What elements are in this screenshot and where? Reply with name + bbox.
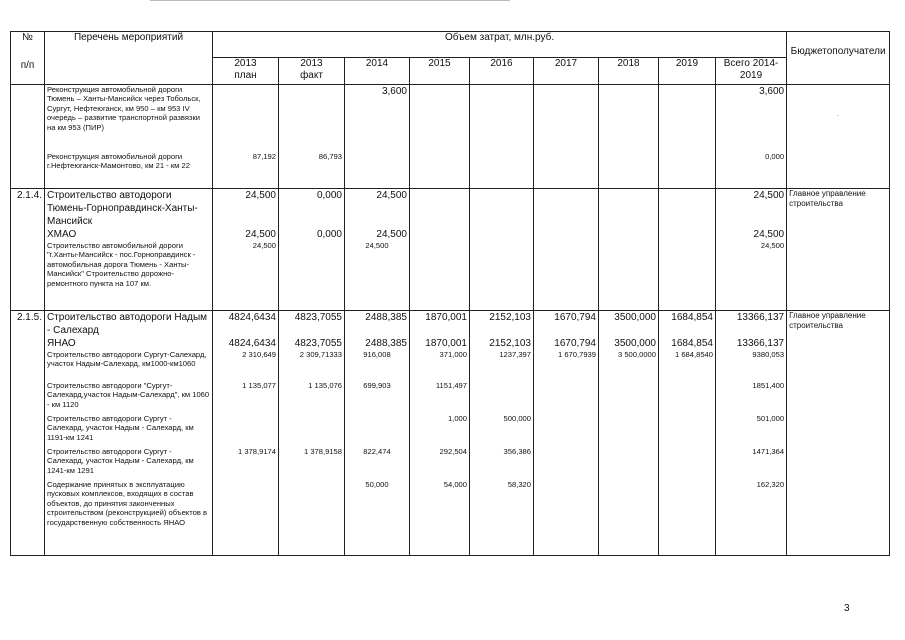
value <box>281 85 342 152</box>
header-number-top: № <box>22 32 33 43</box>
budget-recipient <box>787 85 890 189</box>
header-year-7: 2019 <box>659 58 716 85</box>
value <box>472 189 531 228</box>
value-cell <box>470 85 534 189</box>
value <box>412 228 467 241</box>
measure-label: Строительство автодороги Сургут - Салехард, участок Надым - Салехард, км 1241-км 1291 <box>47 447 194 475</box>
value-cell <box>279 189 345 311</box>
value: 3 500,0000 <box>617 350 656 359</box>
measure-label: Строительство автодороги Сургут-Салехард, участок Надым-Салехард, км1000-км1060 <box>47 350 207 369</box>
measure-label: Строительство автодороги Надым - Салехард <box>47 312 208 336</box>
value-cell <box>534 311 599 556</box>
value-cell <box>599 85 659 189</box>
value: 1684,854 <box>671 312 713 323</box>
value: 1851,400 <box>752 381 785 390</box>
value: 1 378,9174 <box>237 447 276 456</box>
value <box>412 152 467 181</box>
expense-table <box>10 31 890 556</box>
value: 1 684,8540 <box>674 350 713 359</box>
value: 292,504 <box>439 447 467 456</box>
value <box>661 241 713 309</box>
value: 2 310,649 <box>242 350 276 359</box>
value: 24,500 <box>245 190 276 201</box>
value: 4823,7055 <box>294 312 342 323</box>
value <box>412 85 467 152</box>
value: 24,500 <box>753 229 785 240</box>
table-row <box>11 85 890 189</box>
value: 24,500 <box>252 241 276 250</box>
value-cell <box>279 85 345 189</box>
value: 1870,001 <box>425 312 467 323</box>
value <box>472 241 531 309</box>
value-cell <box>345 311 410 556</box>
value-cell <box>213 85 279 189</box>
scan-top-line <box>150 0 510 4</box>
value-cell <box>599 189 659 311</box>
measure-label: ЯНАО <box>47 338 76 349</box>
value <box>215 414 276 447</box>
value: 1237,397 <box>499 350 531 359</box>
value <box>472 228 531 241</box>
page-number: 3 <box>844 603 850 614</box>
header-year-8: Всего 2014- 2019 <box>716 58 787 85</box>
value: 3,600 <box>381 86 407 97</box>
header-year-0: 2013 план <box>213 58 279 85</box>
value: 24,500 <box>376 190 407 201</box>
value <box>536 447 596 480</box>
value <box>412 189 467 228</box>
value <box>661 480 713 552</box>
measure-label: Строительство автодороги "Сургут-Салехард,участок Надым-Салехард", км 1060 - км 1120 <box>47 381 210 409</box>
value: 50,000 <box>365 480 389 489</box>
value: 3500,000 <box>614 338 656 349</box>
value <box>412 241 467 309</box>
value: 1 135,076 <box>308 381 342 390</box>
value: 24,500 <box>245 229 276 240</box>
value: 87,192 <box>252 152 276 161</box>
value <box>281 480 342 552</box>
value: 58,320 <box>507 480 531 489</box>
value: 13366,137 <box>736 338 785 349</box>
value <box>601 480 656 552</box>
value <box>601 447 656 480</box>
value-cell <box>470 311 534 556</box>
value: 501,000 <box>756 414 785 423</box>
row-number: 2.1.4. <box>11 189 45 311</box>
value: 0,000 <box>765 152 785 161</box>
value-cell <box>659 189 716 311</box>
value: 86,793 <box>318 152 342 161</box>
value <box>601 85 656 152</box>
header-year-3: 2015 <box>410 58 470 85</box>
value <box>661 381 713 414</box>
value <box>601 414 656 447</box>
value: 0,000 <box>316 190 342 201</box>
value-cell <box>716 311 787 556</box>
header-budget-recipients: Бюджетополучатели <box>787 32 890 85</box>
measure-label: Реконструкция автомобильной дороги г.Нефтеюганск-Мамонтово, км 21 - км 22 <box>47 152 190 171</box>
value <box>536 414 596 447</box>
value: 371,000 <box>439 350 467 359</box>
value-cell <box>659 311 716 556</box>
header-expense-volume: Объем затрат, млн.руб. <box>213 32 787 58</box>
value <box>347 414 407 447</box>
value: 1670,794 <box>554 312 596 323</box>
table-row <box>11 189 890 311</box>
budget-recipient-text: Главное управление строительства <box>789 189 866 208</box>
scan-speck: · <box>836 111 840 120</box>
value <box>661 228 713 241</box>
row-number: 2.1.5. <box>11 311 45 556</box>
value: 9380,053 <box>752 350 785 359</box>
value-cell <box>279 311 345 556</box>
value: 162,320 <box>756 480 785 489</box>
value: 2152,103 <box>489 312 531 323</box>
value <box>601 189 656 228</box>
value-cell <box>716 189 787 311</box>
budget-recipient <box>787 311 890 556</box>
value <box>536 241 596 309</box>
value <box>215 480 276 552</box>
value <box>661 189 713 228</box>
value: 916,008 <box>363 350 391 359</box>
header-measures-list: Перечень мероприятий <box>45 32 213 85</box>
value: 1471,364 <box>752 447 785 456</box>
value-cell <box>410 85 470 189</box>
value: 2488,385 <box>365 338 407 349</box>
value: 24,500 <box>376 229 407 240</box>
value <box>347 152 407 181</box>
header-year-1: 2013 факт <box>279 58 345 85</box>
value <box>536 381 596 414</box>
value <box>536 85 596 152</box>
value: 2488,385 <box>365 312 407 323</box>
value-cell <box>345 85 410 189</box>
header-year-4: 2016 <box>470 58 534 85</box>
header-year-6: 2018 <box>599 58 659 85</box>
value: 24,500 <box>365 241 389 250</box>
value <box>601 152 656 181</box>
value: 1 670,7939 <box>557 350 596 359</box>
value <box>601 381 656 414</box>
header-number-bottom: п/п <box>20 60 35 71</box>
measure-label: ХМАО <box>47 229 77 240</box>
measure-label: Строительство автомобильной дороги "г.Ханты-Мансийск - пос.Горноправдинск - автомобильная дорога Тюмень - Ханты-Мансийск" Строительство дорожно-ремонтного пункта на 107 км. <box>47 241 196 288</box>
value <box>536 228 596 241</box>
value: 24,500 <box>753 190 785 201</box>
value-cell <box>470 189 534 311</box>
value: 1 378,9158 <box>303 447 342 456</box>
measure-cell <box>45 189 213 311</box>
value: 1151,497 <box>435 381 467 390</box>
value: 3,600 <box>759 86 785 97</box>
value-cell <box>534 189 599 311</box>
value-cell <box>213 311 279 556</box>
value: 356,386 <box>503 447 531 456</box>
value-cell <box>534 85 599 189</box>
value-cell <box>716 85 787 189</box>
value <box>601 228 656 241</box>
measure-label: Строительство автодороги Сургут - Салехард, участок Надым - Салехард, км 1191-км 1241 <box>47 414 194 442</box>
value: 1684,854 <box>671 338 713 349</box>
value <box>281 414 342 447</box>
value <box>472 152 531 181</box>
measure-label: Реконструкция автомобильной дороги Тюмень – Ханты-Мансийск через Тобольск, Сургут, Нефтеюганск, км 950 – км 953 IV очередь – развитие транспортной развязки на км 953 (ПИР) <box>47 85 201 132</box>
value <box>472 85 531 152</box>
value: 4824,6434 <box>228 312 276 323</box>
budget-recipient-text: Главное управление строительства <box>789 311 866 330</box>
header-number <box>11 32 45 85</box>
value: 822,474 <box>363 447 391 456</box>
value: 1870,001 <box>425 338 467 349</box>
value: 699,903 <box>363 381 391 390</box>
value: 54,000 <box>443 480 467 489</box>
value: 24,500 <box>760 241 785 250</box>
value <box>661 414 713 447</box>
value <box>472 381 531 414</box>
value: 1670,794 <box>554 338 596 349</box>
table-row <box>11 311 890 556</box>
header-year-2: 2014 <box>345 58 410 85</box>
value-cell <box>345 189 410 311</box>
value-cell <box>410 189 470 311</box>
value: 13366,137 <box>736 312 785 323</box>
value: 4823,7055 <box>294 338 342 349</box>
value <box>536 189 596 228</box>
budget-recipient <box>787 189 890 311</box>
value-cell <box>599 311 659 556</box>
value <box>215 85 276 152</box>
value-cell <box>213 189 279 311</box>
measure-cell <box>45 85 213 189</box>
value-cell <box>659 85 716 189</box>
value <box>661 447 713 480</box>
value <box>661 152 713 181</box>
measure-cell <box>45 311 213 556</box>
measure-label: Содержание принятых в эксплуатацию пусковых комплексов, входящих в состав объектов, до принятия законченных строительством (реконструкцией) объектов в государственную собственность ЯНАО <box>47 480 208 527</box>
row-number <box>11 85 45 189</box>
value: 2152,103 <box>489 338 531 349</box>
value <box>536 480 596 552</box>
value <box>661 85 713 152</box>
value <box>281 241 342 309</box>
value <box>536 152 596 181</box>
value-cell <box>410 311 470 556</box>
value: 2 309,71333 <box>299 350 342 359</box>
value <box>601 241 656 309</box>
header-year-5: 2017 <box>534 58 599 85</box>
value: 500,000 <box>503 414 531 423</box>
measure-label: Строительство автодороги Тюмень-Горноправдинск-Ханты-Мансийск <box>47 190 198 227</box>
value: 0,000 <box>316 229 342 240</box>
value: 4824,6434 <box>228 338 276 349</box>
value: 1,000 <box>447 414 467 423</box>
value: 3500,000 <box>614 312 656 323</box>
value: 1 135,077 <box>242 381 276 390</box>
